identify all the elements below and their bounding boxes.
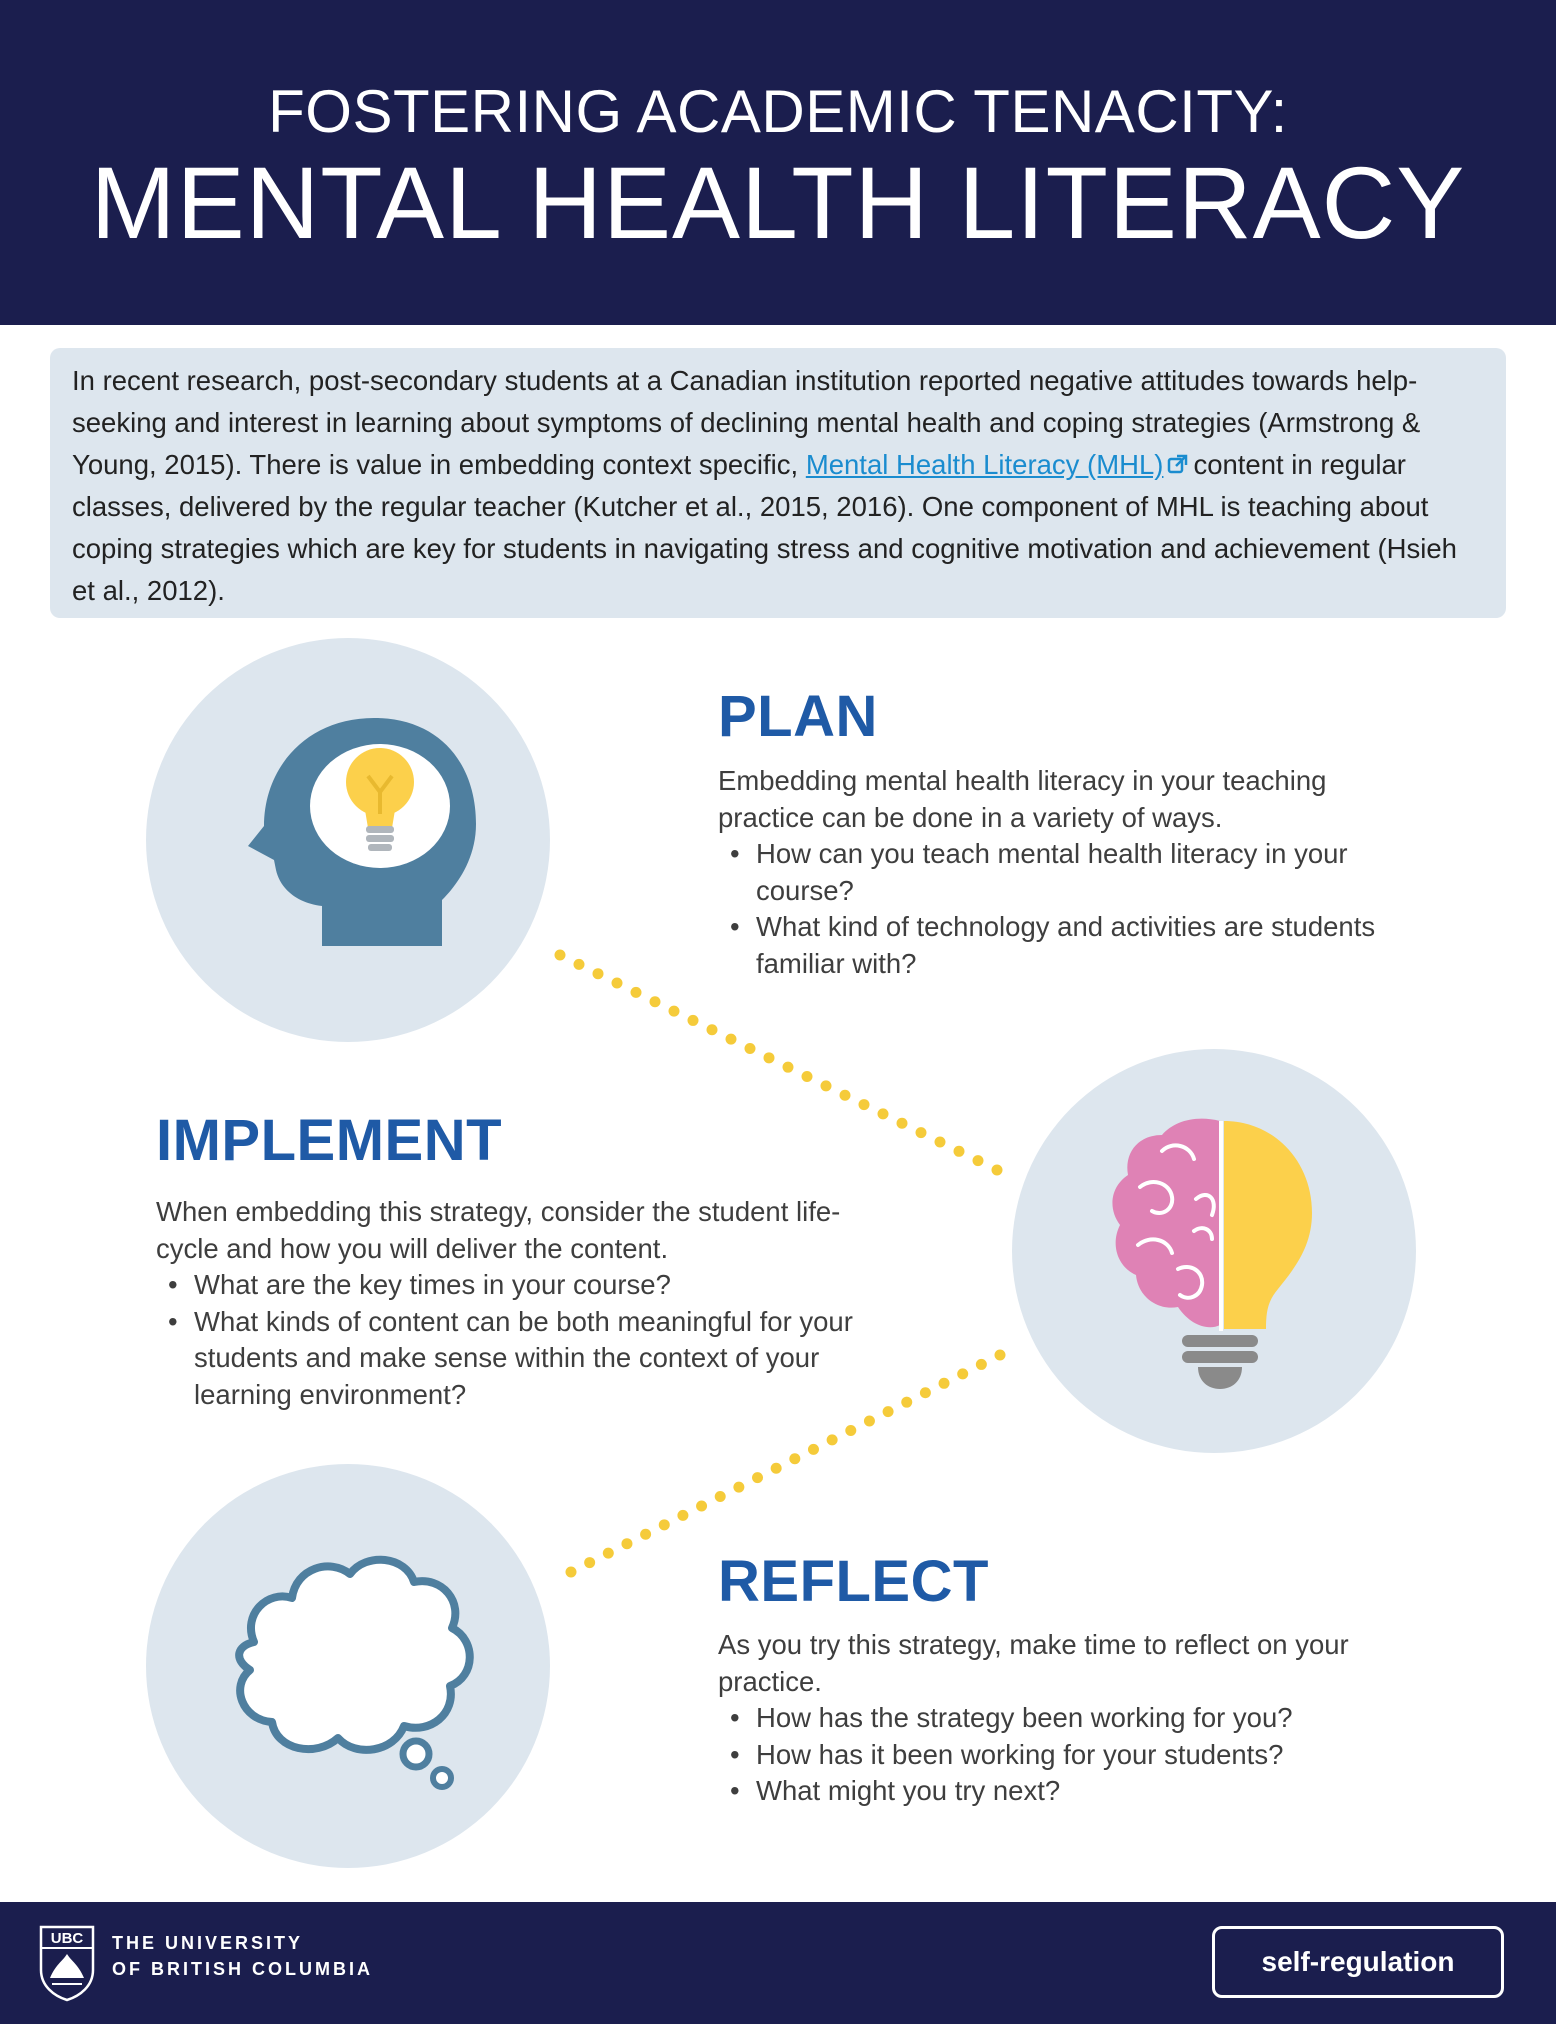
plan-bullet-list (718, 836, 1408, 982)
implement-circle (1012, 1049, 1416, 1453)
ubc-crest-icon (38, 1924, 96, 2002)
mhl-link[interactable]: Mental Health Literacy (MHL) (805, 449, 1164, 480)
connector-dot (696, 1500, 707, 1511)
connector-dot (920, 1387, 931, 1398)
connector-dot (802, 1071, 813, 1082)
connector-dot (677, 1510, 688, 1521)
connector-dot (901, 1397, 912, 1408)
reflect-bullet-list (718, 1700, 1408, 1810)
intro-text-start: In recent research, post-secondary students at a Canadian institution reported negative attitudes towards help-seeking and interest in learning about symptoms of declining mental health and coping strategies (Armstrong & Young, 2015). There is value in embedding context specific, (72, 365, 1421, 480)
brain-lightbulb-icon (1012, 1049, 1416, 1453)
connector-dot (726, 1034, 737, 1045)
connector-dot (864, 1416, 875, 1427)
reflect-circle (146, 1464, 550, 1868)
reflect-bullet: • How has it been working for your students? (756, 1737, 1408, 1774)
connector-dot (878, 1108, 889, 1119)
connector-dot (555, 950, 566, 961)
intro-text-end: content in regular classes, delivered by the regular teacher (Kutcher et al., 2015, 2016). One component of MHL is teaching about coping strategies which are key for students in navigating stress and cognitive motivation and achievement (Hsieh et al., 2012). (72, 449, 1457, 606)
page-title: MENTAL HEALTH LITERACY (90, 146, 1466, 260)
ubc-mark: UBC (50, 1930, 84, 1947)
connector-dot (603, 1548, 614, 1559)
connector-dot (650, 996, 661, 1007)
implement-description: When embedding this strategy, consider the student life-cycle and how you will deliver the content. (156, 1196, 841, 1264)
connector-dot (752, 1472, 763, 1483)
connector-dot (566, 1567, 577, 1578)
connector-dot (840, 1090, 851, 1101)
connector-dot (827, 1434, 838, 1445)
plan-bullet: • How can you teach mental health literacy in your course? (756, 836, 1408, 909)
plan-bullet: • What kind of technology and activities are students familiar with? (756, 909, 1408, 982)
connector-dot (688, 1015, 699, 1026)
connector-dot (897, 1118, 908, 1129)
connector-dot (764, 1052, 775, 1063)
connector-dot (733, 1482, 744, 1493)
implement-bullet: • What kinds of content can be both meaningful for your students and make sense within the context of your learning environment? (194, 1304, 856, 1414)
university-name (112, 1930, 373, 1982)
connector-dot (640, 1529, 651, 1540)
connector-dot (631, 987, 642, 998)
connector-dot (745, 1043, 756, 1054)
connector-dot (859, 1099, 870, 1110)
connector-dot (976, 1359, 987, 1370)
connector-dot (939, 1378, 950, 1389)
implement-bullet-list (156, 1267, 856, 1413)
reflect-description: As you try this strategy, make time to reflect on your practice. (718, 1629, 1349, 1697)
connector-dot (707, 1024, 718, 1035)
connector-dot (954, 1146, 965, 1157)
connector-dot (574, 959, 585, 970)
connector-dot (821, 1080, 832, 1091)
connector-dot (715, 1491, 726, 1502)
connector-dot (593, 968, 604, 979)
connector-dot (883, 1406, 894, 1417)
head-lightbulb-icon (146, 638, 550, 1042)
connector-dot (916, 1127, 927, 1138)
connector-dot (957, 1368, 968, 1379)
implement-body (156, 1194, 856, 1413)
reflect-body (718, 1627, 1408, 1810)
self-regulation-tag-button[interactable]: self-regulation (1212, 1926, 1504, 1998)
connector-dot (992, 1165, 1003, 1176)
connector-dot (845, 1425, 856, 1436)
connector-dot (789, 1453, 800, 1464)
connector-dot (783, 1062, 794, 1073)
plan-circle (146, 638, 550, 1042)
university-line-2: OF BRITISH COLUMBIA (112, 1959, 373, 1979)
connector-dot (659, 1519, 670, 1530)
connector-dot (669, 1006, 680, 1017)
connector-dot (995, 1350, 1006, 1361)
connector-dot (621, 1538, 632, 1549)
reflect-bullet: • How has the strategy been working for you? (756, 1700, 1408, 1737)
plan-description: Embedding mental health literacy in your teaching practice can be done in a variety of ways. (718, 765, 1327, 833)
thought-bubble-icon (146, 1464, 550, 1868)
connector-dot (612, 978, 623, 989)
university-line-1: THE UNIVERSITY (112, 1933, 304, 1953)
connector-dot (935, 1136, 946, 1147)
connector-dot (973, 1155, 984, 1166)
connector-dot (771, 1463, 782, 1474)
plan-title: PLAN (718, 684, 878, 749)
connector-dot (808, 1444, 819, 1455)
reflect-title: REFLECT (718, 1549, 989, 1614)
implement-title: IMPLEMENT (156, 1108, 503, 1173)
implement-bullet: • What are the key times in your course? (194, 1267, 856, 1304)
reflect-bullet: • What might you try next? (756, 1773, 1408, 1810)
page-subtitle: FOSTERING ACADEMIC TENACITY: (268, 78, 1288, 145)
plan-body (718, 763, 1408, 982)
footer-bar (0, 1902, 1556, 2024)
connector-dot (584, 1557, 595, 1568)
